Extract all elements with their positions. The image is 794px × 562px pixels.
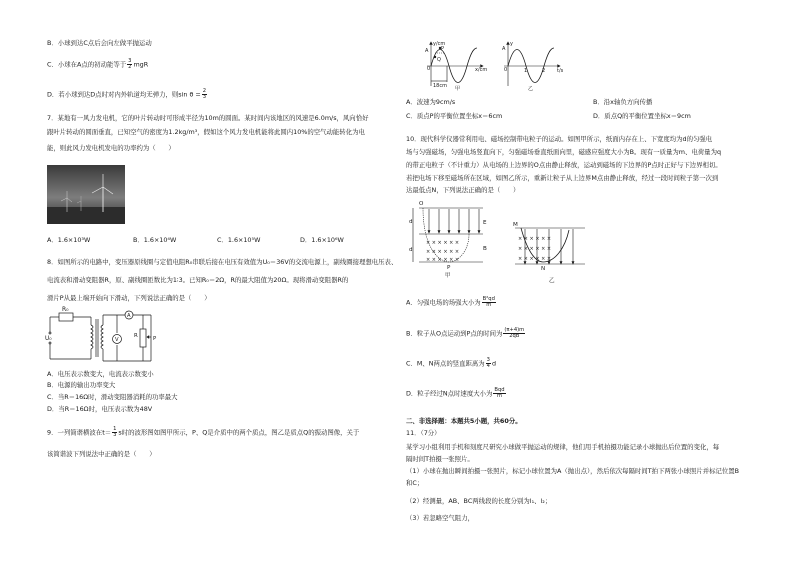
q9-option-d: D．质点Q的平衡位置坐标x＝9cm [593,112,691,120]
q8-option-d: D．当R＝16Ω时，电压表示数为48V [47,405,153,413]
label-r: R [134,333,138,339]
label-r0: R₀ [62,306,69,313]
q6-option-d: D．若小球到达D点时对内外轨道均无弹力，则sin θ = $\frac{2}{3}$ [47,88,207,101]
q10-stem-line4: 若把电场下移至磁场所在区域，如图乙所示，重新让粒子从上边界M点由静止释放，经过一段时间粒子第一次到 [406,174,719,182]
q10-option-b: B．粒子从O点运动到P点的时间为 $\frac{(\pi+4)m}{2qB}$ [406,327,525,340]
label-a: A [127,313,131,320]
q10-option-d: D．粒子经过N点时速度大小为 $\frac{\text{Bqd}}{m}$ [406,387,505,400]
q7-stem-line2: 跟叶片转动的圆面垂直，已知空气的密度为1.2kg/m³，假如这个风力发电机能将此圆内10%的空气动能转化为电 [47,128,365,136]
q8-option-a: A．电压表示数变大，电流表示数变小 [47,370,154,378]
q8-stem-line2: 电流表和滑动变阻器R，原、副线圈匝数比为1∶3。已知R₀＝2Ω，R的最大阻值为20Ω。现将滑动变阻器R的 [47,276,349,284]
label-p: P [153,336,157,342]
q6-option-b: B．小球到达C点后会向左做平抛运动 [47,39,152,47]
fraction: $\frac{3}{2}$ [128,58,132,71]
caption-yi: 乙 [549,278,555,284]
fraction: $\frac{(\pi+4)m}{2qB}$ [504,327,525,340]
q8-option-b: B．电源的输出功率变大 [47,381,116,389]
q10-stem-line3: 的带正电粒子（不计重力）从电场的上边界的O点由静止释放，运动到磁场的下边界的P点时正好与下边界相切。 [406,161,722,169]
point-m-label: M [513,222,518,228]
point-q-label: Q [437,57,441,63]
svg-text:× × × × × ×: × × × × × × [426,249,460,255]
field-e-label: E [483,220,487,226]
q11-stem-line2: 隔时间T拍摄一张照片。 [406,455,474,463]
q11-part1-line2: 和C； [406,479,424,487]
q10-stem-line5: 达最低点N，下列说法正确的是（ ） [406,186,520,194]
width-d2-label: d [409,247,413,253]
q9-stem-line1: 9．一列简谐横波在t＝ $\frac{1}{3}$ s时的波形图如图甲所示，P、Q是介质中的两个质点，图乙是质点Q的振动图像，关于 [47,426,360,439]
fraction: $\frac{\text{Bqd}}{m}$ [494,387,505,400]
q8-stem-line3: 滑片P从最上端开始向下滑动，下列说法正确的是（ ） [47,294,211,302]
q9-stem-line2: 该简谐波下列说法中正确的是（ ） [47,450,156,458]
origin-label: 0 [504,67,508,73]
fraction: $\frac{1}{3}$ [113,426,117,439]
q9-option-b: B．沿x轴负方向传播 [593,98,653,106]
q11-heading: 11．（7分） [406,429,441,437]
transformer-circuit-diagram [47,307,159,369]
length-label: 18cm [433,83,447,89]
q7-option-a: A．1.6×10³W [47,236,91,244]
magnetic-field-crosses [518,236,551,262]
axis-y-label: y/cm [433,41,446,47]
label-v: V [115,337,119,344]
axis-t-label: t/s [557,68,564,74]
tick-1: 1 [524,68,528,74]
section-2-heading: 二、非选择题：本题共5小题，共60分。 [406,417,522,425]
point-p-label: P [447,265,451,271]
fraction: $\frac{3}{4}$ [486,357,490,370]
q8-stem-line1: 8．如图所示的电路中，变压器原线圈与定值电阻R₀串联后接在电压有效值为U₀＝36V的交流电源上，副线圈接理想电压表、 [47,258,398,266]
rheostat-r [140,329,146,347]
q11-part2: （2）经测量，AB、BC两线段的长度分别为l₁、l₂； [406,497,552,505]
q11-part3: （3）若忽略空气阻力， [406,514,474,522]
q10-option-c: C．M、N两点的竖直距离为 $\frac{3}{4}$ d [406,357,497,370]
magnetic-field-crosses [426,240,459,263]
origin-label: 0 [427,66,431,72]
svg-text:× × × × × ×: × × × × × × [518,246,552,252]
point-n-label: N [541,266,546,272]
field-b-label: B [483,246,487,252]
q7-stem-line1: 7．某地有一风力发电机，它的叶片转动时可形成半径为10m的圆面。某时间内该地区的风速是6.0m/s，风向恰好 [47,114,369,122]
wind-turbine-photo [47,165,125,224]
q9-option-a: A．波速为9cm/s [406,98,456,106]
q7-stem-line3: 能，则此风力发电机发电的功率约为（ ） [47,144,175,152]
q10-stem-line1: 10．现代科学仪器常利用电、磁场控制带电粒子的运动。如图甲所示，纸面内存在上、下宽度均为d的匀强电 [406,135,713,143]
field-figure-yi [509,220,589,284]
q7-option-d: D．1.6×10⁶W [300,236,344,244]
caption-jia: 甲 [455,86,461,92]
svg-text:× × × × × ×: × × × × × × [518,236,552,242]
q10-option-a: A．匀强电场的场强大小为 $\frac{\text{B²qd}}{m}$ [406,296,495,309]
point-o-label: O [419,201,424,207]
wave-graph-jia [427,40,497,90]
point-p-label: P [441,46,445,52]
fraction: $\frac{\text{B²qd}}{m}$ [482,296,495,309]
svg-text:× × × × × ×: × × × × × × [426,240,460,246]
tick-2: 2 [542,68,546,74]
amplitude-label: A [502,46,506,52]
vibration-graph-yi [502,40,572,90]
resistor-r0 [59,313,73,321]
q7-option-b: B．1.6×10⁴W [133,236,177,244]
svg-text:× × × × × ×: × × × × × × [426,257,460,263]
caption-yi: 乙 [528,86,534,92]
q8-option-c: C．当R＝16Ω时，滑动变阻器消耗的功率最大 [47,393,178,401]
q11-part1-line1: （1）小球在抛出瞬间拍摄一张照片，标记小球位置为A（抛出点），然后依次每隔时间T拍下两张小球照片并标记位置B [406,467,740,475]
q6-option-c: C．小球在A点的初动能等于 $\frac{3}{2}$ mgR [47,58,149,71]
q9-option-c: C．质点P的平衡位置坐标x＝6cm [406,112,503,120]
svg-text:× × × × × ×: × × × × × × [518,256,552,262]
q7-option-c: C．1.6×10⁵W [217,236,261,244]
caption-jia: 甲 [445,273,451,279]
fraction: $\frac{2}{3}$ [202,88,207,101]
amplitude-label: A [425,48,429,54]
field-figure-jia [409,198,489,278]
q11-stem-line1: 某学习小组利用手机和刻度尺研究小球做平抛运动的规律，他们用手机拍摄功能记录小球抛出后位置的变化，每 [406,443,720,451]
q10-stem-line2: 场与匀强磁场，匀强电场竖直向下，匀强磁场垂直纸面向里，磁感应强度大小为B。现有一质量为m、电荷量为q [406,148,722,156]
label-u0: U₀ [45,336,52,342]
width-d1-label: d [409,219,413,225]
axis-x-label: x/cm [475,67,488,73]
axis-y-label: y [510,41,513,47]
